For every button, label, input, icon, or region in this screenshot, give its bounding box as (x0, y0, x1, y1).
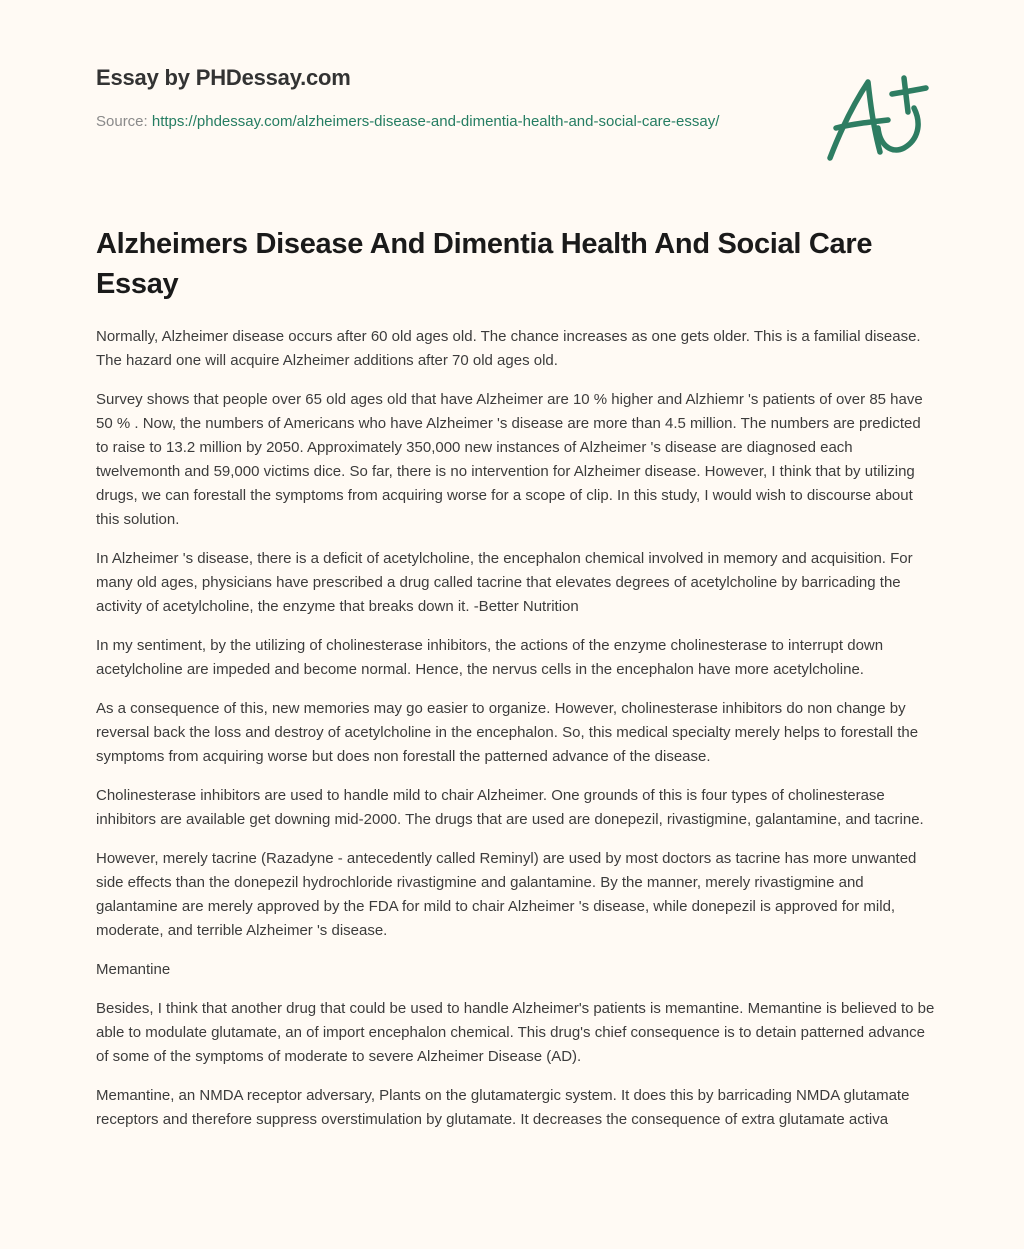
essay-title: Alzheimers Disease And Dimentia Health And Social Care Essay (96, 228, 873, 300)
a-plus-grade-icon (818, 66, 938, 170)
section-heading-memantine: Memantine (96, 961, 171, 978)
essay-body (96, 325, 936, 1147)
source-label: Source: (96, 113, 152, 130)
paragraph: Survey shows that people over 65 old ages old that have Alzheimer are 10 % higher and Alzhiemr 's patients of over 85 have 50 % . Now, the numbers of Americans who have Alzheimer 's disease are more than 4.5 million. The numbers are predicted to raise to 13.2 million by 2050. Approximately 350,000 new instances of Alzheimer 's disease are diagnosed each twelvemonth and 59,000 victims dice. So far, there is no intervention for Alzheimer disease. However, I think that by utilizing drugs, we can forestall the symptoms from acquiring worse for a scope of clip. In this study, I would wish to discourse about this solution. (96, 391, 923, 528)
source-line (96, 110, 776, 134)
paragraph: Normally, Alzheimer disease occurs after 60 old ages old. The chance increases as one gets older. This is a familial disease. The hazard one will acquire Alzheimer additions after 70 old ages old. (96, 328, 921, 369)
paragraph: Cholinesterase inhibitors are used to handle mild to chair Alzheimer. One grounds of this is four types of cholinesterase inhibitors are available get downing mid-2000. The drugs that are used are donepezil, rivastigmine, galantamine, and tacrine. (96, 787, 924, 828)
site-title: Essay by PHDessay.com (96, 65, 351, 90)
page-header (96, 64, 796, 134)
paragraph: In my sentiment, by the utilizing of cholinesterase inhibitors, the actions of the enzyme cholinesterase to interrupt down acetylcholine are impeded and become normal. Hence, the nervus cells in the encephalon have more acetylcholine. (96, 637, 884, 678)
paragraph: As a consequence of this, new memories may go easier to organize. However, cholinesterase inhibitors do non change by reversal back the loss and destroy of acetylcholine in the encephalon. So, this medical specialty merely helps to forestall the symptoms from acquiring worse but does non forestall the patterned advance of the disease. (96, 700, 919, 765)
paragraph: In Alzheimer 's disease, there is a deficit of acetylcholine, the encephalon chemical involved in memory and acquisition. For many old ages, physicians have prescribed a drug called tacrine that elevates degrees of acetylcholine by barricading the activity of acetylcholine, the enzyme that breaks down it. -Better Nutrition (96, 550, 913, 615)
paragraph: However, merely tacrine (Razadyne - antecedently called Reminyl) are used by most doctors as tacrine has more unwanted side effects than the donepezil hydrochloride rivastigmine and galantamine. By the manner, merely rivastigmine and galantamine are merely approved by the FDA for mild to chair Alzheimer 's disease, while donepezil is approved for mild, moderate, and terrible Alzheimer 's disease. (96, 850, 917, 939)
paragraph: Besides, I think that another drug that could be used to handle Alzheimer's patients is memantine. Memantine is believed to be able to modulate glutamate, an of import encephalon chemical. This drug's chief consequence is to detain patterned advance of some of the symptoms of moderate to severe Alzheimer Disease (AD). (96, 1000, 935, 1065)
paragraph: Memantine, an NMDA receptor adversary, Plants on the glutamatergic system. It does this by barricading NMDA glutamate receptors and therefore suppress overstimulation by glutamate. It decreases the consequence of extra glutamate activa (96, 1087, 910, 1128)
source-link[interactable]: https://phdessay.com/alzheimers-disease-and-dimentia-health-and-social-care-essay/ (151, 113, 720, 130)
